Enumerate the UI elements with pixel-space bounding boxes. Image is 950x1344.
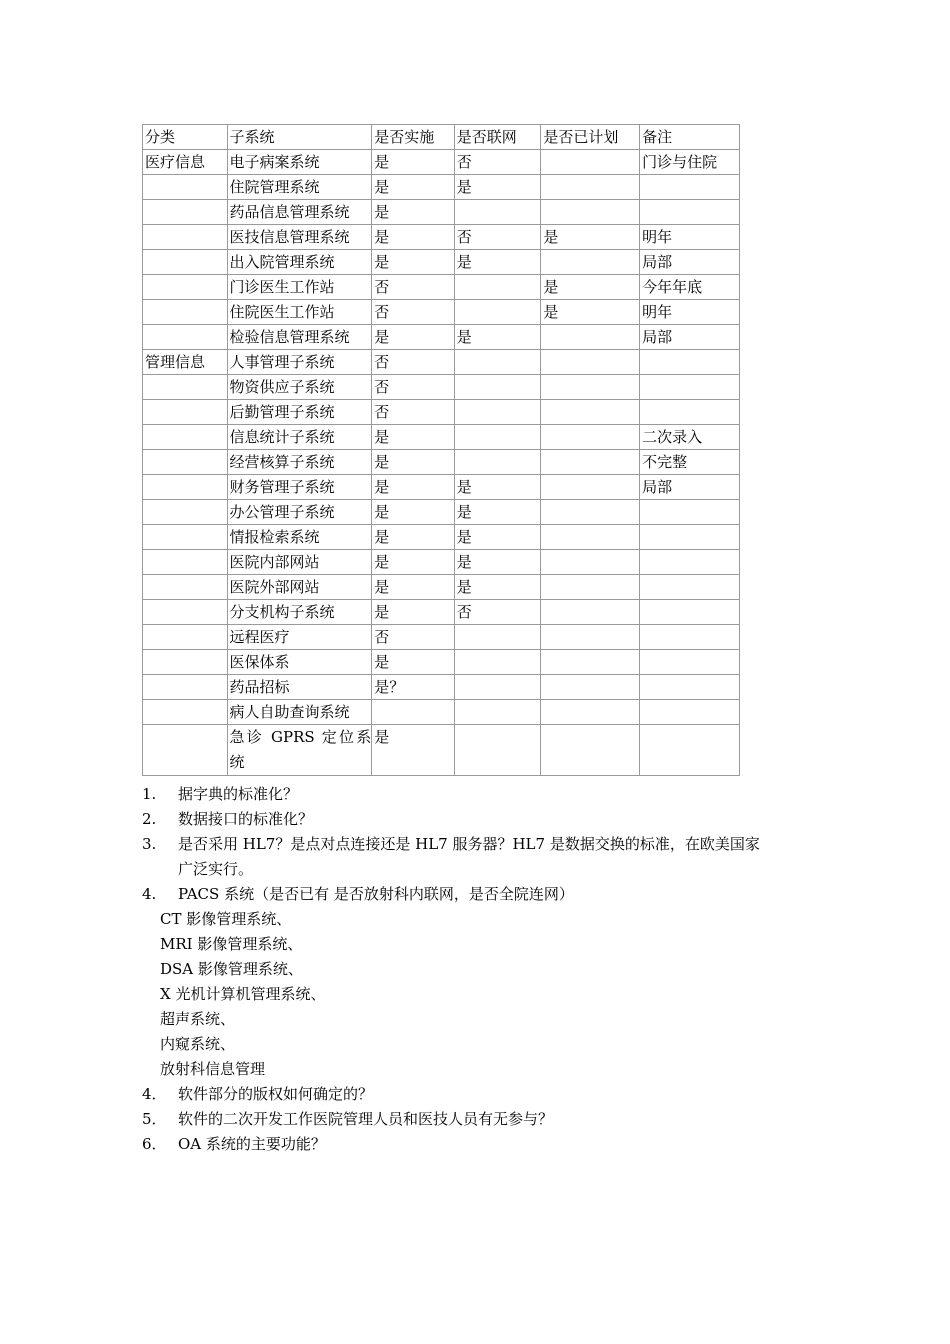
cell-planned [541, 575, 640, 600]
question-text: 软件部分的版权如何确定的？ [178, 1085, 374, 1103]
cell-implemented: 是 [372, 150, 455, 175]
cell-remarks [640, 500, 740, 525]
cell-planned [541, 625, 640, 650]
cell-remarks [640, 600, 740, 625]
cell-implemented: 是 [372, 600, 455, 625]
cell-remarks: 门诊与住院 [640, 150, 740, 175]
header-networked: 是否联网 [454, 125, 541, 150]
cell-implemented: 否 [372, 375, 455, 400]
cell-planned [541, 650, 640, 675]
cell-networked [454, 300, 541, 325]
cell-remarks [640, 525, 740, 550]
cell-category [143, 575, 228, 600]
cell-category [143, 550, 228, 575]
question-4 [142, 882, 822, 907]
cell-planned: 是 [541, 275, 640, 300]
table-row [143, 400, 740, 425]
cell-subsystem: 病人自助查询系统 [227, 700, 372, 725]
cell-category: 医疗信息 [143, 150, 228, 175]
cell-implemented: 是 [372, 725, 455, 776]
cell-planned [541, 425, 640, 450]
table-header-row [143, 125, 740, 150]
question-text: 软件的二次开发工作医院管理人员和医技人员有无参与？ [178, 1110, 554, 1128]
question-text: 数据接口的标准化？ [178, 810, 314, 828]
cell-planned [541, 150, 640, 175]
cell-subsystem: 出入院管理系统 [227, 250, 372, 275]
table-row [143, 525, 740, 550]
cell-category [143, 625, 228, 650]
table-row [143, 350, 740, 375]
cell-subsystem: 门诊医生工作站 [227, 275, 372, 300]
cell-category [143, 525, 228, 550]
question-text: OA 系统的主要功能？ [178, 1135, 326, 1153]
table-row [143, 175, 740, 200]
cell-planned [541, 725, 640, 776]
cell-remarks: 明年 [640, 225, 740, 250]
table-row [143, 300, 740, 325]
cell-networked [454, 625, 541, 650]
pacs-item: DSA 影像管理系统、 [160, 960, 303, 978]
table-body [143, 150, 740, 776]
question-5 [142, 1107, 822, 1132]
cell-subsystem: 远程医疗 [227, 625, 372, 650]
cell-implemented: 是 [372, 575, 455, 600]
cell-subsystem: 医院外部网站 [227, 575, 372, 600]
cell-implemented: 是 [372, 500, 455, 525]
table-row [143, 425, 740, 450]
question-text: 是否采用 HL7？是点对点连接还是 HL7 服务器？HL7 是数据交换的标准，在欧美国家 [178, 835, 760, 853]
cell-category [143, 250, 228, 275]
cell-category [143, 600, 228, 625]
pacs-item: MRI 影像管理系统、 [160, 935, 303, 953]
cell-planned: 是 [541, 225, 640, 250]
cell-category [143, 650, 228, 675]
cell-category [143, 700, 228, 725]
cell-subsystem: 财务管理子系统 [227, 475, 372, 500]
cell-planned [541, 600, 640, 625]
cell-remarks [640, 675, 740, 700]
cell-subsystem: 药品信息管理系统 [227, 200, 372, 225]
cell-remarks [640, 700, 740, 725]
cell-implemented: 是 [372, 250, 455, 275]
cell-remarks: 局部 [640, 475, 740, 500]
cell-remarks [640, 575, 740, 600]
cell-category [143, 375, 228, 400]
question-number: 3. [142, 835, 157, 853]
question-number: 2. [142, 810, 157, 828]
table-row [143, 225, 740, 250]
cell-remarks: 今年年底 [640, 275, 740, 300]
cell-category [143, 175, 228, 200]
cell-implemented: 是 [372, 525, 455, 550]
header-subsystem: 子系统 [227, 125, 372, 150]
cell-implemented: 是？ [372, 675, 455, 700]
cell-subsystem: 人事管理子系统 [227, 350, 372, 375]
header-remarks: 备注 [640, 125, 740, 150]
cell-implemented: 否 [372, 300, 455, 325]
cell-implemented: 是 [372, 475, 455, 500]
cell-remarks: 局部 [640, 325, 740, 350]
cell-networked: 是 [454, 500, 541, 525]
cell-networked [454, 725, 541, 776]
pacs-item: 超声系统、 [160, 1010, 236, 1028]
cell-remarks: 明年 [640, 300, 740, 325]
question-4b [142, 1082, 822, 1107]
cell-remarks [640, 625, 740, 650]
cell-networked [454, 400, 541, 425]
cell-networked [454, 650, 541, 675]
cell-implemented: 是 [372, 200, 455, 225]
table-row [143, 275, 740, 300]
cell-implemented: 否 [372, 275, 455, 300]
question-number: 4. [142, 885, 157, 903]
cell-category [143, 200, 228, 225]
cell-remarks: 不完整 [640, 450, 740, 475]
cell-category [143, 425, 228, 450]
cell-remarks [640, 375, 740, 400]
cell-networked: 是 [454, 575, 541, 600]
cell-networked [454, 275, 541, 300]
table-row [143, 250, 740, 275]
cell-subsystem: 电子病案系统 [227, 150, 372, 175]
pacs-item: CT 影像管理系统、 [160, 910, 292, 928]
cell-planned [541, 500, 640, 525]
cell-planned: 是 [541, 300, 640, 325]
question-3 [142, 832, 822, 857]
question-text: 据字典的标准化？ [178, 785, 299, 803]
cell-networked: 是 [454, 475, 541, 500]
cell-networked [454, 375, 541, 400]
cell-networked: 是 [454, 325, 541, 350]
cell-category [143, 475, 228, 500]
cell-networked [454, 350, 541, 375]
cell-implemented: 是 [372, 175, 455, 200]
his-subsystem-table [142, 124, 740, 776]
table-row [143, 725, 740, 776]
cell-subsystem: 住院医生工作站 [227, 300, 372, 325]
table-row [143, 600, 740, 625]
cell-planned [541, 175, 640, 200]
pacs-item: 内窥系统、 [160, 1035, 236, 1053]
cell-remarks [640, 725, 740, 776]
table-row [143, 575, 740, 600]
cell-implemented: 是 [372, 550, 455, 575]
cell-implemented: 是 [372, 450, 455, 475]
cell-planned [541, 400, 640, 425]
cell-networked [454, 450, 541, 475]
cell-planned [541, 325, 640, 350]
cell-subsystem: 医技信息管理系统 [227, 225, 372, 250]
cell-remarks [640, 175, 740, 200]
cell-networked [454, 200, 541, 225]
cell-planned [541, 375, 640, 400]
cell-category [143, 725, 228, 776]
question-number: 1. [142, 785, 157, 803]
cell-subsystem: 医保体系 [227, 650, 372, 675]
cell-subsystem: 后勤管理子系统 [227, 400, 372, 425]
cell-networked: 否 [454, 600, 541, 625]
cell-networked [454, 700, 541, 725]
cell-implemented: 是 [372, 225, 455, 250]
question-number: 6． [142, 1135, 167, 1153]
cell-remarks [640, 400, 740, 425]
cell-planned [541, 550, 640, 575]
cell-networked: 是 [454, 525, 541, 550]
cell-subsystem: 急诊 GPRS 定位系统 [227, 725, 372, 776]
cell-remarks [640, 200, 740, 225]
cell-subsystem: 医院内部网站 [227, 550, 372, 575]
cell-category [143, 675, 228, 700]
cell-networked [454, 425, 541, 450]
cell-planned [541, 200, 640, 225]
pacs-list [142, 907, 822, 1082]
cell-implemented [372, 700, 455, 725]
cell-planned [541, 525, 640, 550]
cell-subsystem: 分支机构子系统 [227, 600, 372, 625]
cell-category [143, 450, 228, 475]
cell-implemented: 是 [372, 650, 455, 675]
question-2 [142, 807, 822, 832]
cell-planned [541, 250, 640, 275]
header-implemented: 是否实施 [372, 125, 455, 150]
notes-section [142, 782, 822, 1157]
cell-remarks [640, 350, 740, 375]
table-row [143, 200, 740, 225]
cell-category [143, 325, 228, 350]
cell-category [143, 500, 228, 525]
table-row [143, 325, 740, 350]
question-number: 5． [142, 1110, 167, 1128]
table-row [143, 675, 740, 700]
cell-implemented: 否 [372, 625, 455, 650]
cell-remarks: 二次录入 [640, 425, 740, 450]
cell-subsystem: 药品招标 [227, 675, 372, 700]
question-number: 4． [142, 1085, 167, 1103]
cell-category [143, 275, 228, 300]
cell-networked: 是 [454, 175, 541, 200]
question-1 [142, 782, 822, 807]
cell-networked: 是 [454, 250, 541, 275]
table-row [143, 500, 740, 525]
cell-implemented: 否 [372, 350, 455, 375]
table-row [143, 625, 740, 650]
cell-subsystem: 情报检索系统 [227, 525, 372, 550]
table-row [143, 450, 740, 475]
header-category: 分类 [143, 125, 228, 150]
cell-implemented: 是 [372, 425, 455, 450]
cell-networked: 是 [454, 550, 541, 575]
cell-subsystem: 经营核算子系统 [227, 450, 372, 475]
pacs-item: X 光机计算机管理系统、 [160, 985, 326, 1003]
table-row [143, 550, 740, 575]
cell-category [143, 225, 228, 250]
cell-subsystem: 物资供应子系统 [227, 375, 372, 400]
cell-subsystem: 办公管理子系统 [227, 500, 372, 525]
cell-planned [541, 675, 640, 700]
cell-planned [541, 475, 640, 500]
table-row [143, 650, 740, 675]
cell-remarks: 局部 [640, 250, 740, 275]
cell-remarks [640, 550, 740, 575]
cell-subsystem: 信息统计子系统 [227, 425, 372, 450]
question-3-continuation: 广泛实行。 [178, 860, 254, 878]
cell-implemented: 否 [372, 400, 455, 425]
question-text: PACS 系统（是否已有 是否放射科内联网，是否全院连网） [178, 885, 574, 903]
question-6 [142, 1132, 822, 1157]
cell-remarks [640, 650, 740, 675]
table-row [143, 475, 740, 500]
table-row [143, 700, 740, 725]
cell-implemented: 是 [372, 325, 455, 350]
header-planned: 是否已计划 [541, 125, 640, 150]
cell-subsystem: 住院管理系统 [227, 175, 372, 200]
cell-planned [541, 450, 640, 475]
cell-networked: 否 [454, 225, 541, 250]
cell-planned [541, 350, 640, 375]
pacs-item: 放射科信息管理 [160, 1060, 266, 1078]
table-row [143, 150, 740, 175]
cell-networked: 否 [454, 150, 541, 175]
cell-category: 管理信息 [143, 350, 228, 375]
cell-planned [541, 700, 640, 725]
cell-networked [454, 675, 541, 700]
cell-category [143, 300, 228, 325]
table-row [143, 375, 740, 400]
cell-category [143, 400, 228, 425]
cell-subsystem: 检验信息管理系统 [227, 325, 372, 350]
